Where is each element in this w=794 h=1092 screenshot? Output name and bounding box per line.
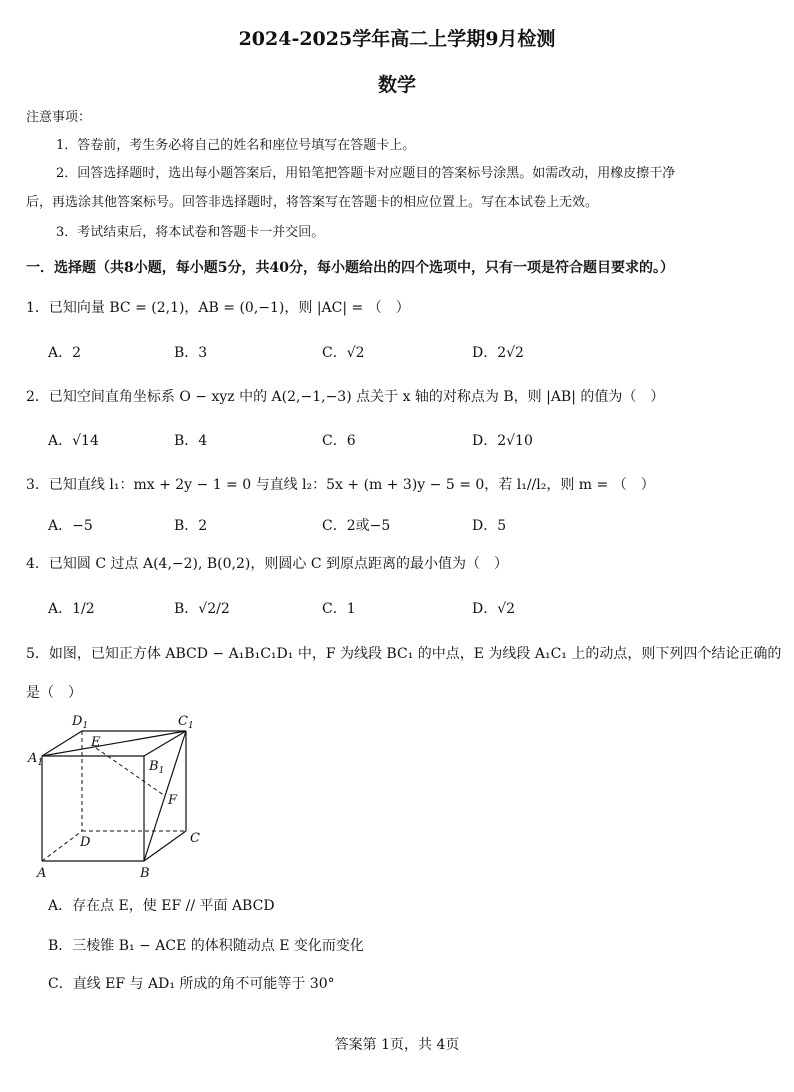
subject-title: 数学 xyxy=(377,74,416,96)
question-1-option-b: B．3 xyxy=(174,345,208,361)
question-1-option-d: D．2√2 xyxy=(472,345,524,361)
question-5-option-c: C．直线 EF 与 AD₁ 所成的角不可能等于 30° xyxy=(48,976,335,992)
question-4-option-b: B．√2/2 xyxy=(174,601,230,617)
label-c: C xyxy=(190,831,200,846)
cube-figure xyxy=(20,710,220,880)
question-4-option-c: C．1 xyxy=(322,601,356,617)
question-5-stem-line1: 5．如图，已知正方体 ABCD − A₁B₁C₁D₁ 中，F 为线段 BC₁ 的中点，E 为线段 A₁C₁ 上的动点，则下列四个结论正确的 xyxy=(26,646,782,662)
exam-title: 2024-2025学年高二上学期9月检测 xyxy=(238,28,556,50)
question-3-option-b: B．2 xyxy=(174,518,208,534)
question-2-stem: 2．已知空间直角坐标系 O − xyz 中的 A(2,−1,−3) 点关于 x 轴的对称点为 B，则 |AB| 的值为（ ） xyxy=(26,389,665,405)
label-a1: $A_1$ xyxy=(28,751,44,768)
edge-bc xyxy=(144,831,186,861)
question-3-option-d: D．5 xyxy=(472,518,507,534)
question-1-stem: 1．已知向量 BC = (2,1)，AB = (0,−1)，则 |AC| = （ ） xyxy=(26,300,410,316)
question-2-option-a: A．√14 xyxy=(48,433,99,449)
question-3-option-a: A．−5 xyxy=(48,518,93,534)
question-5-option-b: B．三棱锥 B₁ − ACE 的体积随动点 E 变化而变化 xyxy=(48,938,364,954)
label-f: F xyxy=(168,793,178,808)
section-heading: 一．选择题（共8小题，每小题5分，共40分，每小题给出的四个选项中，只有一项是符合题目要求的。） xyxy=(26,260,674,276)
label-d1: $D_1$ xyxy=(72,714,89,731)
question-4-stem: 4．已知圆 C 过点 A(4,−2), B(0,2)，则圆心 C 到原点距离的最小值为（ ） xyxy=(26,556,508,572)
question-3-stem: 3．已知直线 l₁：mx + 2y − 1 = 0 与直线 l₂：5x + (m + 3)y − 5 = 0，若 l₁//l₂，则 m = （ ） xyxy=(26,477,655,493)
label-a: A xyxy=(37,866,47,880)
label-c1: $C_1$ xyxy=(178,714,194,731)
question-2-option-d: D．2√10 xyxy=(472,433,533,449)
question-2-option-c: C．6 xyxy=(322,433,356,449)
page-footer: 答案第 1页，共 4页 xyxy=(334,1037,460,1053)
question-3-option-c: C．2或−5 xyxy=(322,518,391,534)
label-b: B xyxy=(140,866,150,880)
question-1-option-c: C．√2 xyxy=(322,345,365,361)
label-b1: $B_1$ xyxy=(149,759,165,776)
question-4-option-d: D．√2 xyxy=(472,601,516,617)
note-item-2-line1: 2．回答选择题时，选出每小题答案后，用铅笔把答题卡对应题目的答案标号涂黑。如需改动，用橡皮擦干净 xyxy=(56,166,676,181)
notes-heading: 注意事项： xyxy=(26,110,92,125)
question-4-option-a: A．1/2 xyxy=(48,601,95,617)
note-item-3: 3．考试结束后，将本试卷和答题卡一并交回。 xyxy=(56,225,325,240)
hidden-edge-ad xyxy=(42,831,82,861)
question-5-stem-line2: 是（ ） xyxy=(26,685,82,701)
label-e: E xyxy=(91,735,101,750)
question-1-option-a: A．2 xyxy=(48,345,82,361)
label-d: D xyxy=(80,835,91,850)
note-item-2-line2: 后，再选涂其他答案标号。回答非选择题时，将答案写在答题卡的相应位置上。写在本试卷上无效。 xyxy=(26,195,599,210)
note-item-1: 1．答卷前，考生务必将自己的姓名和座位号填写在答题卡上。 xyxy=(56,138,416,153)
question-5-option-a: A．存在点 E，使 EF // 平面 ABCD xyxy=(48,898,275,914)
question-2-option-b: B．4 xyxy=(174,433,208,449)
